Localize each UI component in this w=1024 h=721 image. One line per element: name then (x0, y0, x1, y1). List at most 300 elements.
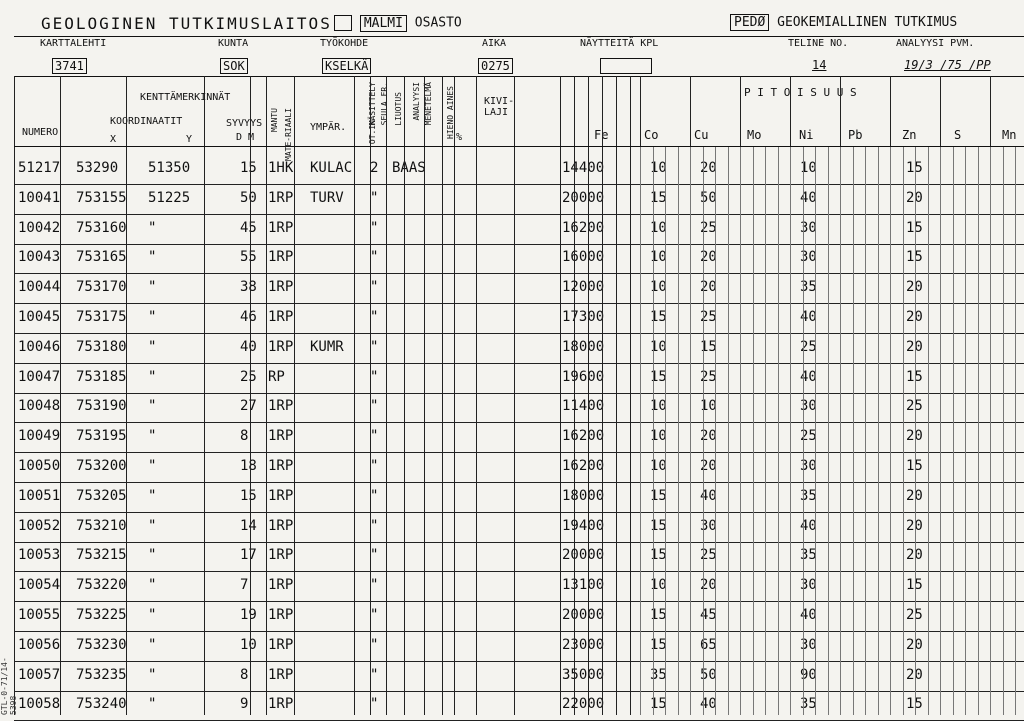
cell-syv: 9 (240, 696, 249, 713)
cell-ot: " (370, 368, 379, 385)
table-row (14, 214, 1024, 245)
cell-syv: 14 (240, 517, 257, 534)
cell-y: 51225 (148, 189, 191, 206)
cell-syv: 15 (240, 160, 257, 176)
kenttamerkinnat-header: KENTTÄMERKINNÄT (140, 92, 231, 103)
grid-top-rule (14, 76, 1024, 77)
table-row (14, 661, 1024, 692)
margin-note: GTL-0-71/14-5398 (0, 657, 18, 715)
cell-cu: 25 (700, 547, 717, 564)
cell-cu: 65 (700, 636, 717, 653)
digit-line (890, 146, 891, 715)
cell-ni: 40 (800, 189, 817, 206)
cell-x: 753155 (76, 189, 127, 206)
digit-line (853, 146, 854, 715)
cell-x: 753195 (76, 428, 127, 445)
mantu-header: MANTU (270, 108, 279, 133)
cell-cu: 20 (700, 577, 717, 594)
grid-line (404, 76, 405, 715)
cell-ni: 30 (800, 398, 817, 415)
cell-mat: 1RP (268, 189, 294, 206)
cell-y: " (148, 219, 157, 236)
cell-syv: 15 (240, 487, 257, 504)
digit-line (753, 146, 754, 715)
cell-zn: 25 (906, 398, 923, 415)
cell-mat: 1RP (268, 666, 294, 683)
cell-numero: 10057 (18, 666, 61, 683)
cell-ni: 35 (800, 279, 817, 296)
cell-numero: 10051 (18, 487, 61, 504)
table-row (14, 363, 1024, 394)
aika-value: 0275 (478, 58, 513, 74)
cell-y: " (148, 517, 157, 534)
s-header: S (954, 128, 962, 142)
cell-numero: 51217 (18, 160, 61, 176)
institution-title: GEOLOGINEN TUTKIMUSLAITOS (41, 14, 332, 33)
cell-ot: " (370, 666, 379, 683)
cell-y: " (148, 279, 157, 296)
table-row (14, 482, 1024, 513)
cell-zn: 15 (906, 368, 923, 385)
cell-cu: 20 (700, 249, 717, 266)
kivilaji-header: KIVI-LAJI (484, 96, 515, 118)
grid-line (588, 76, 589, 715)
grid-line (354, 76, 355, 715)
cell-mat: 1HK (268, 160, 294, 176)
cell-ni: 40 (800, 517, 817, 534)
cell-ni: 35 (800, 547, 817, 564)
cell-mat: 1RP (268, 338, 294, 355)
grid-line (266, 76, 267, 715)
cell-numero: 10055 (18, 607, 61, 623)
pb-header: Pb (848, 128, 863, 142)
cell-syv: 46 (240, 309, 257, 325)
digit-line (1003, 146, 1004, 715)
cell-co: 15 (650, 487, 667, 504)
digit-line (665, 146, 666, 715)
cell-numero: 10053 (18, 547, 61, 564)
lab (730, 15, 957, 30)
cell-co: 35 (650, 666, 667, 683)
cell-y: " (148, 577, 157, 594)
cell-mat: 1RP (268, 458, 294, 474)
cell-co: 15 (650, 368, 667, 385)
digit-line (940, 146, 941, 715)
digit-line (865, 146, 866, 715)
cell-syv: 45 (240, 219, 257, 236)
cell-co: 10 (650, 279, 667, 296)
nayte-label: NÄYTTEITÄ KPL (580, 38, 659, 49)
x-header: X (110, 134, 117, 145)
cell-co: 10 (650, 160, 667, 176)
cell-ot: " (370, 487, 379, 504)
tyokohde-value: KSELKÄ (322, 58, 371, 74)
digit-line (765, 146, 766, 715)
cell-zn: 20 (906, 517, 923, 534)
cell-cu: 20 (700, 160, 717, 176)
cell-x: 753240 (76, 696, 127, 713)
cell-ot: " (370, 279, 379, 296)
cell-syv: 19 (240, 607, 257, 623)
table-row (14, 273, 1024, 304)
title-bar (14, 4, 1024, 37)
grid-line (294, 76, 295, 715)
cell-ni: 30 (800, 636, 817, 653)
cell-y: " (148, 249, 157, 266)
cell-ot: " (370, 607, 379, 623)
kunta-label: KUNTA (218, 38, 249, 49)
cell-numero: 10045 (18, 309, 61, 325)
grid-line (60, 76, 61, 715)
cell-mat: 1RP (268, 398, 294, 415)
cell-ot: " (370, 636, 379, 653)
cell-y: " (148, 309, 157, 325)
cell-ni: 25 (800, 428, 817, 445)
cell-numero: 10046 (18, 338, 61, 355)
cell-mat: 1RP (268, 577, 294, 594)
digit-line (715, 146, 716, 715)
cell-co: 15 (650, 189, 667, 206)
cell-ni: 30 (800, 577, 817, 594)
cell-co: 15 (650, 636, 667, 653)
pitoisuus-header: P I T O I S U U S (744, 86, 857, 99)
cell-ot: " (370, 249, 379, 266)
cell-zn: 20 (906, 666, 923, 683)
cell-syv: 38 (240, 279, 257, 296)
cell-cu: 25 (700, 309, 717, 325)
cell-syv: 40 (240, 338, 257, 355)
cell-co: 10 (650, 219, 667, 236)
cell-y: " (148, 636, 157, 653)
cell-ymp: KULAC (310, 160, 353, 176)
cell-fe: 16000 (562, 249, 605, 266)
cell-fe: 16200 (562, 219, 605, 236)
table-row (14, 422, 1024, 453)
cell-y: " (148, 338, 157, 355)
cell-co: 10 (650, 398, 667, 415)
otin-header: OT.IN (368, 120, 377, 145)
materiaali-header: MATE-RIAALI (284, 108, 293, 161)
cell-cu: 25 (700, 368, 717, 385)
cell-mat: 1RP (268, 696, 294, 713)
cell-numero: 10042 (18, 219, 61, 236)
cell-mat: 1RP (268, 428, 294, 445)
data-grid (14, 76, 1024, 715)
cell-mat: 1RP (268, 636, 294, 653)
cell-zn: 15 (906, 160, 923, 176)
dm-header: D M (236, 132, 255, 143)
digit-line (815, 146, 816, 715)
digit-line (703, 146, 704, 715)
table-row (14, 601, 1024, 632)
digit-line (978, 146, 979, 715)
cell-ot: " (370, 189, 379, 206)
cell-fe: 17300 (562, 309, 605, 325)
cell-x: 753175 (76, 309, 127, 325)
grid-line (442, 76, 443, 715)
cell-cu: 20 (700, 279, 717, 296)
digit-line (840, 146, 841, 715)
nayte-box (600, 58, 652, 74)
digit-line (803, 146, 804, 715)
digit-line (965, 146, 966, 715)
mo-header: Mo (747, 128, 762, 142)
cell-cu: 20 (700, 428, 717, 445)
cell-syv: 55 (240, 249, 257, 266)
cell-fe: 19400 (562, 517, 605, 534)
cell-syv: 8 (240, 666, 249, 683)
department (334, 15, 462, 31)
cell-ni: 30 (800, 219, 817, 236)
cell-numero: 10054 (18, 577, 61, 594)
grid-line (574, 76, 575, 715)
cell-zn: 20 (906, 428, 923, 445)
grid-line (204, 76, 205, 715)
cell-x: 53290 (76, 160, 119, 176)
cell-x: 753165 (76, 249, 127, 266)
teline-label: TELINE NO. (788, 38, 849, 49)
kasittely-header: KÄSITTELY (368, 82, 377, 126)
cell-numero: 10041 (18, 189, 61, 206)
cell-ni: 25 (800, 338, 817, 355)
cell-x: 753185 (76, 368, 127, 385)
seula-header: SEULA FR. (380, 82, 389, 126)
karttalehti-label: KARTTALEHTI (40, 38, 107, 49)
lab-label: GEOKEMIALLINEN TUTKIMUS (777, 15, 958, 30)
cell-x: 753205 (76, 487, 127, 504)
cell-y: " (148, 458, 157, 474)
fe-header: Fe (594, 128, 609, 142)
cell-zn: 20 (906, 338, 923, 355)
pvm-value: 19/3 /75 /PP (904, 58, 991, 72)
cell-y: " (148, 487, 157, 504)
digit-line (928, 146, 929, 715)
digit-line (828, 146, 829, 715)
cell-zn: 20 (906, 279, 923, 296)
cell-y: " (148, 368, 157, 385)
table-row (14, 184, 1024, 215)
cell-y: " (148, 398, 157, 415)
cell-numero: 10048 (18, 398, 61, 415)
grid-line (514, 76, 515, 715)
cell-syv: 27 (240, 398, 257, 415)
cell-fe: 35000 (562, 666, 605, 683)
digit-line (740, 146, 741, 715)
digit-line (903, 146, 904, 715)
cell-ot: " (370, 458, 379, 474)
cell-co: 10 (650, 577, 667, 594)
cell-co: 10 (650, 428, 667, 445)
cell-x: 753200 (76, 458, 127, 474)
cell-zn: 15 (906, 458, 923, 474)
cell-y: " (148, 696, 157, 713)
cell-x: 753180 (76, 338, 127, 355)
cell-zn: 25 (906, 607, 923, 623)
cell-ot: " (370, 309, 379, 325)
co-header: Co (644, 128, 659, 142)
cell-ymp: TURV (310, 189, 344, 206)
cell-cu: 50 (700, 189, 717, 206)
grid-line (126, 76, 127, 715)
cell-zn: 20 (906, 547, 923, 564)
y-header: Y (186, 134, 193, 145)
cell-fe: 22000 (562, 696, 605, 713)
ni-header: Ni (799, 128, 814, 142)
grid-line (370, 76, 371, 715)
cell-x: 753215 (76, 547, 127, 564)
karttalehti-value: 3741 (52, 58, 87, 74)
kunta-value: SOK (220, 58, 248, 74)
cell-zn: 15 (906, 249, 923, 266)
analyysi-header: ANALYYSI (412, 82, 421, 121)
cell-co: 15 (650, 309, 667, 325)
cell-fe: 13100 (562, 577, 605, 594)
cell-ot: " (370, 577, 379, 594)
header-rule (14, 146, 1024, 147)
lab-code: PEDØ (730, 14, 769, 31)
cell-mat: 1RP (268, 517, 294, 534)
zn-header: Zn (902, 128, 917, 142)
cell-numero: 10049 (18, 428, 61, 445)
cell-cu: 30 (700, 517, 717, 534)
pvm-label: ANALYYSI PVM. (896, 38, 975, 49)
cell-zn: 20 (906, 189, 923, 206)
cell-x: 753160 (76, 219, 127, 236)
cell-ot: " (370, 219, 379, 236)
cell-syv: 8 (240, 428, 249, 445)
cell-co: 15 (650, 547, 667, 564)
cell-ni: 40 (800, 309, 817, 325)
cell-cu: 45 (700, 607, 717, 623)
cell-mat: 1RP (268, 309, 294, 325)
digit-line (640, 146, 641, 715)
koordinaatit-header: KOORDINAATIT (110, 116, 183, 127)
cell-x: 753190 (76, 398, 127, 415)
cell-ot: " (370, 696, 379, 713)
cell-ymp: KUMR (310, 338, 344, 355)
cell-fe: 18000 (562, 338, 605, 355)
cell-x: 753170 (76, 279, 127, 296)
cell-y: " (148, 428, 157, 445)
grid-line (630, 76, 631, 715)
cell-zn: 20 (906, 309, 923, 325)
cell-ni: 40 (800, 368, 817, 385)
cell-numero: 10058 (18, 696, 61, 713)
table-row (14, 571, 1024, 602)
cell-co: 10 (650, 249, 667, 266)
cell-numero: 10043 (18, 249, 61, 266)
grid-line (424, 76, 425, 715)
tyokohde-label: TYÖKOHDE (320, 38, 369, 49)
cell-fe: 23000 (562, 636, 605, 653)
cell-numero: 10044 (18, 279, 61, 296)
cell-ni: 35 (800, 696, 817, 713)
cell-mat: 1RP (268, 219, 294, 236)
cell-cu: 50 (700, 666, 717, 683)
cell-ot: " (370, 517, 379, 534)
grid-line (14, 76, 15, 715)
digit-line (1015, 146, 1016, 715)
digit-line (990, 146, 991, 715)
cell-ot: 2 (370, 160, 379, 176)
mn-header: Mn (1002, 128, 1017, 142)
cell-fe: 11400 (562, 398, 605, 415)
cell-syv: 10 (240, 636, 257, 653)
cell-fe: 14400 (562, 160, 605, 176)
grid-line (386, 76, 387, 715)
cell-numero: 10047 (18, 368, 61, 385)
digit-line (690, 146, 691, 715)
checkbox-box (334, 15, 352, 31)
cell-x: 753210 (76, 517, 127, 534)
grid-line (616, 76, 617, 715)
ympar-header: YMPÄR. (310, 122, 347, 133)
cell-cu: 15 (700, 338, 717, 355)
table-row (14, 154, 1024, 185)
cell-ot: " (370, 428, 379, 445)
cell-ni: 10 (800, 160, 817, 176)
grid-line (560, 76, 561, 715)
cell-co: 10 (650, 458, 667, 474)
cell-y: 51350 (148, 160, 191, 176)
cell-co: 15 (650, 517, 667, 534)
table-row (14, 303, 1024, 334)
cell-syv: 17 (240, 547, 257, 564)
cell-y: " (148, 666, 157, 683)
table-row (14, 333, 1024, 364)
digit-line (878, 146, 879, 715)
cell-cu: 10 (700, 398, 717, 415)
cell-fe: 12000 (562, 279, 605, 296)
cell-mat: 1RP (268, 249, 294, 266)
hieno-header: HIENO AINES (446, 86, 455, 139)
cell-fe: 20000 (562, 547, 605, 564)
table-row (14, 512, 1024, 543)
table-row (14, 541, 1024, 572)
cell-syv: 50 (240, 189, 257, 206)
cell-zn: 15 (906, 696, 923, 713)
cell-numero: 10056 (18, 636, 61, 653)
table-row (14, 392, 1024, 423)
cell-co: 15 (650, 607, 667, 623)
table-row (14, 452, 1024, 483)
cell-ni: 40 (800, 607, 817, 623)
digit-line (778, 146, 779, 715)
grid-line (250, 76, 251, 715)
cell-mat: 1RP (268, 487, 294, 504)
table-row (14, 631, 1024, 662)
department-label: OSASTO (414, 15, 462, 31)
teline-value: 14 (812, 58, 827, 72)
cell-fe: 16200 (562, 458, 605, 474)
cell-fe: 18000 (562, 487, 605, 504)
cell-kas: BAAS (392, 160, 426, 176)
cell-ni: 30 (800, 249, 817, 266)
numero-header: NUMERO (22, 127, 59, 138)
cell-numero: 10052 (18, 517, 61, 534)
cell-co: 15 (650, 696, 667, 713)
cell-cu: 40 (700, 696, 717, 713)
cell-x: 753230 (76, 636, 127, 653)
digit-line (653, 146, 654, 715)
cell-mat: 1RP (268, 547, 294, 564)
cell-zn: 15 (906, 577, 923, 594)
cell-co: 10 (650, 338, 667, 355)
cell-cu: 20 (700, 458, 717, 474)
cell-cu: 25 (700, 219, 717, 236)
cell-x: 753225 (76, 607, 127, 623)
cell-mat: 1RP (268, 279, 294, 296)
